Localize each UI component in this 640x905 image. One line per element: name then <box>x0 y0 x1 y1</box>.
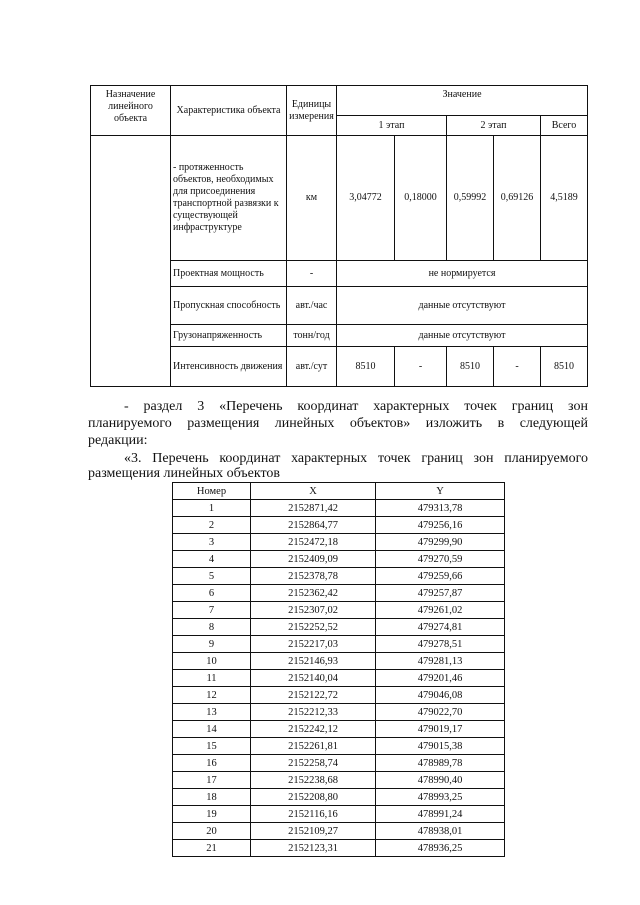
coord-cell-number: 13 <box>173 704 251 721</box>
coord-cell-x: 2152409,09 <box>251 551 376 568</box>
coord-cell-y: 479281,13 <box>376 653 505 670</box>
coord-cell-x: 2152123,31 <box>251 840 376 857</box>
row-length-total: 4,5189 <box>541 136 588 261</box>
coord-cell-x: 2152472,18 <box>251 534 376 551</box>
coord-cell-number: 18 <box>173 789 251 806</box>
table-row <box>173 619 505 636</box>
coord-cell-x: 2152217,03 <box>251 636 376 653</box>
coord-cell-x: 2152140,04 <box>251 670 376 687</box>
coord-cell-y: 478989,78 <box>376 755 505 772</box>
coord-cell-y: 479201,46 <box>376 670 505 687</box>
coord-cell-x: 2152258,74 <box>251 755 376 772</box>
table-row <box>173 789 505 806</box>
row-cargo-unit: тонн/год <box>287 325 337 347</box>
table-row <box>173 585 505 602</box>
coord-cell-number: 16 <box>173 755 251 772</box>
table-row <box>173 840 505 857</box>
coord-cell-y: 479046,08 <box>376 687 505 704</box>
coord-cell-number: 11 <box>173 670 251 687</box>
paragraph-line: планируемого размещения линейных объектов» изложить в следующей <box>88 416 588 431</box>
coord-cell-y: 478938,01 <box>376 823 505 840</box>
table-row <box>173 687 505 704</box>
row-capacity-unit: - <box>287 261 337 287</box>
table-row <box>173 653 505 670</box>
coord-cell-x: 2152261,81 <box>251 738 376 755</box>
coord-cell-number: 12 <box>173 687 251 704</box>
header-total: Всего <box>541 116 588 136</box>
paragraph-line: «3. Перечень координат характерных точек границ зон планируемого <box>124 451 588 466</box>
coord-cell-x: 2152242,12 <box>251 721 376 738</box>
coord-cell-y: 479015,38 <box>376 738 505 755</box>
coord-cell-x: 2152208,80 <box>251 789 376 806</box>
coord-cell-y: 479019,17 <box>376 721 505 738</box>
coord-cell-x: 2152362,42 <box>251 585 376 602</box>
header-purpose: Назначение линейного объекта <box>91 86 171 136</box>
coord-header-number: Номер <box>173 483 251 500</box>
table-row <box>173 823 505 840</box>
coord-cell-y: 478936,25 <box>376 840 505 857</box>
coord-cell-x: 2152864,77 <box>251 517 376 534</box>
table-row <box>173 551 505 568</box>
coord-cell-y: 478993,25 <box>376 789 505 806</box>
coord-cell-x: 2152252,52 <box>251 619 376 636</box>
coord-cell-number: 19 <box>173 806 251 823</box>
table-row <box>173 772 505 789</box>
coord-cell-y: 478991,24 <box>376 806 505 823</box>
row-intensity-total: 8510 <box>541 347 588 387</box>
coord-cell-x: 2152146,93 <box>251 653 376 670</box>
coord-cell-y: 479261,02 <box>376 602 505 619</box>
coord-cell-number: 10 <box>173 653 251 670</box>
table-row <box>173 755 505 772</box>
row-cargo-value: данные отсутствуют <box>337 325 588 347</box>
coord-cell-y: 479259,66 <box>376 568 505 585</box>
row-capacity-characteristic: Проектная мощность <box>171 261 287 287</box>
coord-cell-y: 479274,81 <box>376 619 505 636</box>
table-row <box>173 568 505 585</box>
table-row <box>173 704 505 721</box>
coordinates-table <box>172 482 505 857</box>
row-cargo-characteristic: Грузонапряженность <box>171 325 287 347</box>
row-length-value: 0,18000 <box>395 136 447 261</box>
object-characteristics-table <box>90 85 588 387</box>
header-units: Единицы измерения <box>287 86 337 136</box>
header-stage-1: 1 этап <box>337 116 447 136</box>
paragraph-line: - раздел 3 «Перечень координат характерных точек границ зон <box>124 399 588 414</box>
coord-cell-x: 2152871,42 <box>251 500 376 517</box>
coord-cell-number: 15 <box>173 738 251 755</box>
paragraph-line: редакции: <box>88 433 148 448</box>
coord-cell-number: 1 <box>173 500 251 517</box>
row-length-value: 0,59992 <box>447 136 494 261</box>
table-row <box>173 806 505 823</box>
coord-cell-y: 478990,40 <box>376 772 505 789</box>
coord-cell-x: 2152116,16 <box>251 806 376 823</box>
table-row <box>173 517 505 534</box>
coord-cell-number: 3 <box>173 534 251 551</box>
row-throughput-value: данные отсутствуют <box>337 287 588 325</box>
coord-cell-y: 479313,78 <box>376 500 505 517</box>
coordinates-table-body <box>173 500 505 857</box>
row-length-characteristic: - протяженность объектов, необходимых для присоединения транспортной развязки к существующей инфраструктуре <box>171 136 287 261</box>
coord-header-y: Y <box>376 483 505 500</box>
table-row <box>173 721 505 738</box>
table-row <box>173 636 505 653</box>
header-characteristic: Характеристика объекта <box>171 86 287 136</box>
coord-cell-number: 4 <box>173 551 251 568</box>
row-length-value: 3,04772 <box>337 136 395 261</box>
coord-cell-number: 21 <box>173 840 251 857</box>
coord-cell-number: 14 <box>173 721 251 738</box>
coord-cell-x: 2152238,68 <box>251 772 376 789</box>
coord-cell-x: 2152122,72 <box>251 687 376 704</box>
row-intensity-value: 8510 <box>447 347 494 387</box>
purpose-cell-empty <box>91 136 171 387</box>
row-intensity-characteristic: Интенсивность движения <box>171 347 287 387</box>
coord-cell-y: 479022,70 <box>376 704 505 721</box>
coord-cell-number: 8 <box>173 619 251 636</box>
table-row <box>173 738 505 755</box>
row-intensity-unit: авт./сут <box>287 347 337 387</box>
coord-cell-x: 2152307,02 <box>251 602 376 619</box>
instruction-paragraph <box>88 398 588 449</box>
row-intensity-value: 8510 <box>337 347 395 387</box>
row-length-unit: км <box>287 136 337 261</box>
coord-cell-y: 479256,16 <box>376 517 505 534</box>
coord-cell-y: 479299,90 <box>376 534 505 551</box>
section-heading-paragraph <box>88 450 588 482</box>
coord-cell-number: 6 <box>173 585 251 602</box>
coord-cell-x: 2152212,33 <box>251 704 376 721</box>
row-throughput-unit: авт./час <box>287 287 337 325</box>
header-stage-2: 2 этап <box>447 116 541 136</box>
coord-cell-number: 9 <box>173 636 251 653</box>
coord-cell-number: 5 <box>173 568 251 585</box>
table-row <box>173 670 505 687</box>
row-intensity-value: - <box>494 347 541 387</box>
coord-cell-number: 17 <box>173 772 251 789</box>
coord-cell-y: 479278,51 <box>376 636 505 653</box>
header-value: Значение <box>337 86 588 116</box>
coord-cell-number: 2 <box>173 517 251 534</box>
row-capacity-value: не нормируется <box>337 261 588 287</box>
table-row <box>173 602 505 619</box>
coord-cell-y: 479257,87 <box>376 585 505 602</box>
table-row <box>173 500 505 517</box>
coord-cell-number: 7 <box>173 602 251 619</box>
coord-cell-x: 2152378,78 <box>251 568 376 585</box>
coord-cell-y: 479270,59 <box>376 551 505 568</box>
coord-cell-number: 20 <box>173 823 251 840</box>
table-row <box>173 534 505 551</box>
paragraph-line: размещения линейных объектов <box>88 466 281 481</box>
row-length-value: 0,69126 <box>494 136 541 261</box>
coord-header-x: X <box>251 483 376 500</box>
coord-cell-x: 2152109,27 <box>251 823 376 840</box>
row-intensity-value: - <box>395 347 447 387</box>
row-throughput-characteristic: Пропускная способность <box>171 287 287 325</box>
